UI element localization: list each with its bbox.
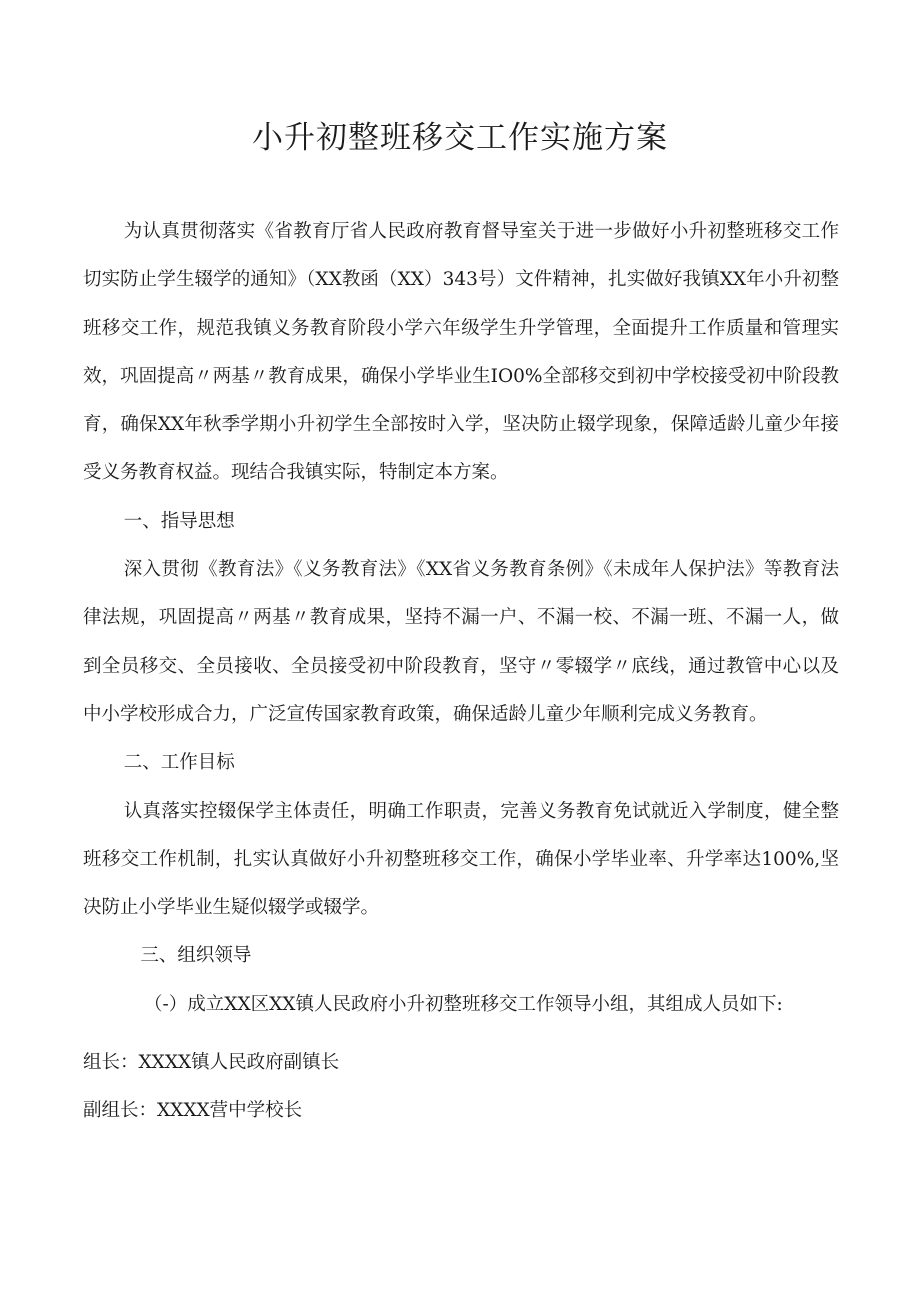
- document-title: 小升初整班移交工作实施方案: [252, 120, 668, 156]
- intro-paragraph: 为认真贯彻落实《省教育厅省人民政府教育督导室关于进一步做好小升初整班移交工作切实防止学生辍学的通知》（XX教函（XX）343号）文件精神，扎实做好我镇XX年小升初整班移交工作，规范我镇义务教育阶段小学六年级学生升学管理，全面提升工作质量和管理实效，巩固提高〃两基〃教育成果，确保小学毕业生IO0%全部移交到初中学校接受初中阶段教育，确保XX年秋季学期小升初学生全部按时入学，坚决防止辍学现象，保障适龄儿童少年接受义务教育权益。现结合我镇实际，特制定本方案。: [83, 221, 839, 484]
- deputy-leader-line: 副组长：XXXX营中学校长: [83, 1100, 303, 1122]
- section-1-paragraph: 深入贯彻《教育法》《义务教育法》《XX省义务教育条例》《未成年人保护法》等教育法律法规，巩固提高〃两基〃教育成果，坚持不漏一户、不漏一校、不漏一班、不漏一人，做到全员移交、全员接收、全员接受初中阶段教育，坚守〃零辍学〃底线，通过教管中心以及中小学校形成合力，广泛宣传国家教育政策，确保适龄儿童少年顺利完成义务教育。: [83, 559, 839, 725]
- section-2-heading: 二、工作目标: [123, 752, 235, 774]
- section-2-paragraph: 认真落实控辍保学主体责任，明确工作职责，完善义务教育免试就近入学制度，健全整班移交工作机制，扎实认真做好小升初整班移交工作，确保小学毕业率、升学率达100%,坚决防止小学毕业生疑似辍学或辍学。: [83, 800, 839, 919]
- section-3-subheading: （-）成立XX区XX镇人民政府小升初整班移交工作领导小组，其组成人员如下:: [144, 993, 783, 1015]
- leader-line: 组长：XXXX镇人民政府副镇长: [83, 1052, 340, 1074]
- section-3-heading: 三、组织领导: [140, 945, 252, 967]
- section-1-heading: 一、指导思想: [123, 510, 235, 532]
- document-body: [83, 208, 839, 1136]
